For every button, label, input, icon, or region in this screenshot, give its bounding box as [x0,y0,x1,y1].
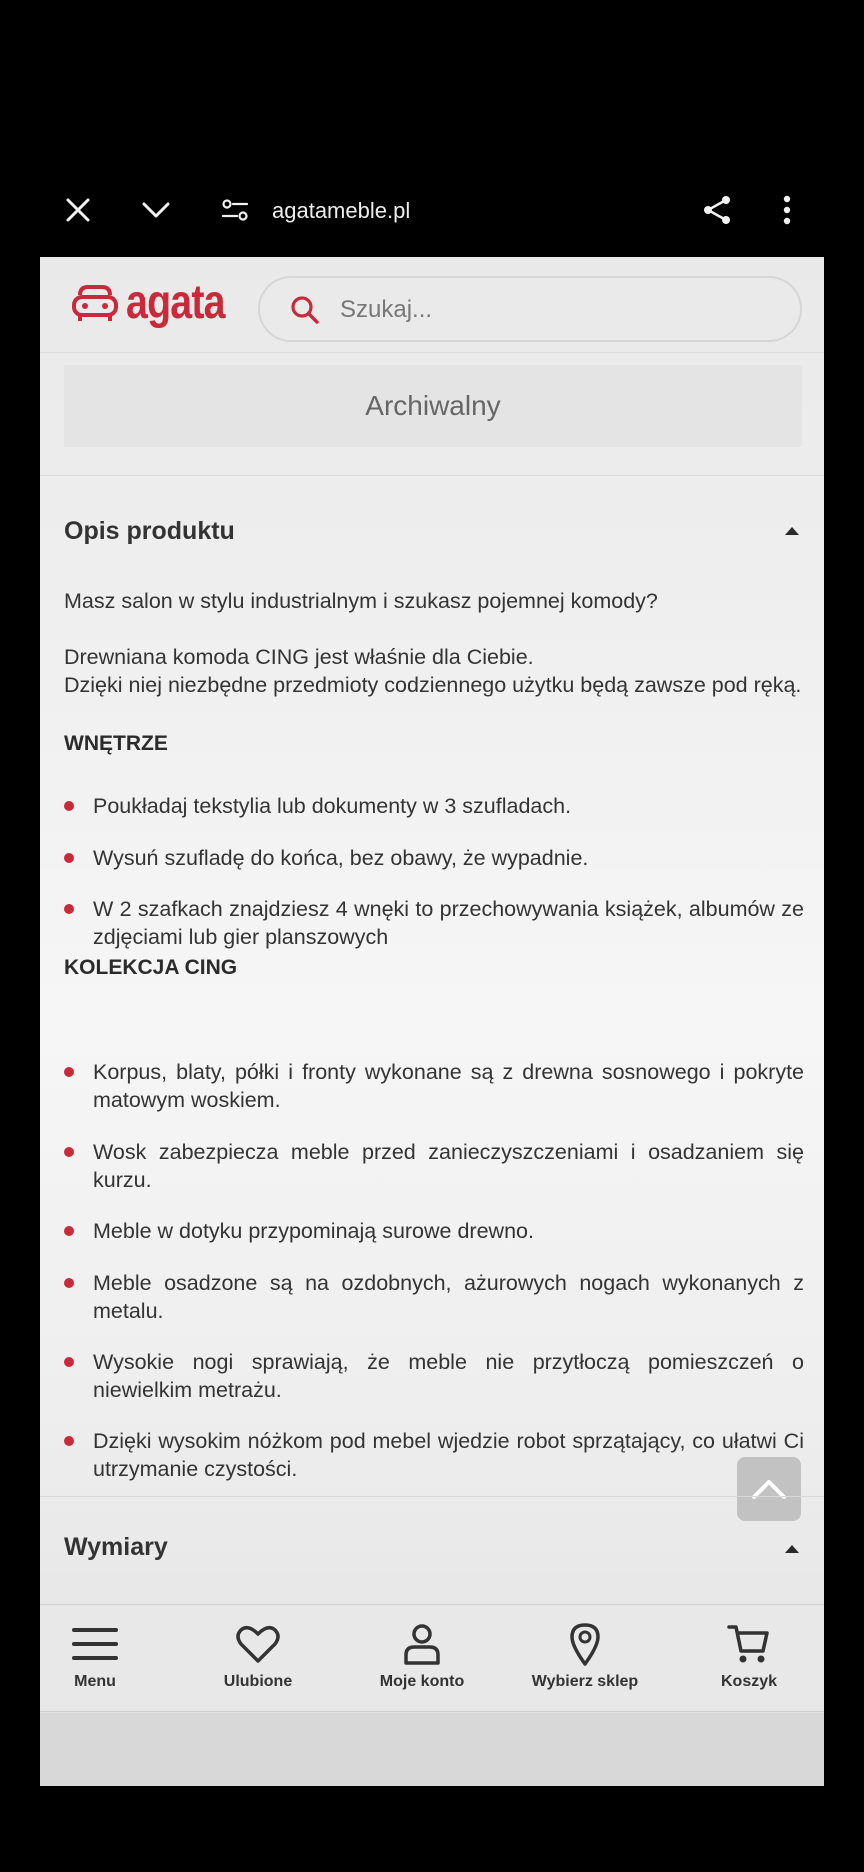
nav-label: Wybierz sklep [531,1673,639,1690]
dimensions-section-title[interactable]: Wymiary [64,1533,168,1561]
search-placeholder: Szukaj... [340,296,433,323]
list-item-text: Meble osadzone są na ozdobnych, ażurowych nogach wykonanych z metalu. [93,1271,804,1323]
collection-heading: KOLEKCJA CING [64,956,238,979]
bottom-navigation [40,1604,824,1712]
share-icon[interactable] [698,190,738,230]
list-item-text: Meble w dotyku przypominają surowe drewno. [93,1219,534,1243]
nav-item-store[interactable] [510,1619,660,1691]
web-page [40,257,824,1786]
bullet-dot [64,1278,74,1288]
bullet-dot [64,1067,74,1077]
description-section-title[interactable]: Opis produktu [64,517,235,545]
list-item-text: Wysokie nogi sprawiają, że meble nie przytłoczą pomieszczeń o niewielkim metrażu. [93,1350,804,1402]
sofa-logo-icon [70,281,120,325]
agata-logo[interactable] [70,276,246,329]
nav-item-menu[interactable] [40,1619,170,1691]
archive-label: Archiwalny [365,390,501,421]
bullet-dot [64,853,74,863]
bullet-dot [64,904,74,914]
interior-heading: WNĘTRZE [64,732,168,755]
close-icon[interactable] [58,190,98,230]
collapse-caret-icon[interactable] [785,1545,799,1553]
nav-label: Moje konto [379,1673,465,1690]
nav-label: Ulubione [223,1673,293,1690]
user-icon [347,1619,497,1669]
location-pin-icon [510,1619,660,1669]
list-item-text: Dzięki wysokim nóżkom pod mebel wjedzie robot sprzątający, co ułatwi Ci utrzymanie czystości. [93,1429,804,1481]
nav-item-account[interactable] [347,1619,497,1691]
description-intro: Masz salon w stylu industrialnym i szukasz pojemnej komody? [64,589,658,613]
divider [40,475,824,476]
browser-toolbar [0,180,864,240]
site-header [40,257,824,353]
bullet-dot [64,1147,74,1157]
search-input[interactable] [258,276,802,342]
site-settings-icon[interactable] [215,190,255,230]
heart-icon [183,1619,333,1669]
cart-icon [674,1619,824,1669]
list-item-text: Wosk zabezpiecza meble przed zanieczyszczeniami i osadzaniem się kurzu. [93,1140,804,1192]
description-line: Drewniana komoda CING jest właśnie dla Ciebie. [64,645,534,669]
bullet-dot [64,801,74,811]
collapse-caret-icon[interactable] [785,527,799,535]
nav-label: Menu [74,1673,116,1690]
list-item-text: Poukładaj tekstylia lub dokumenty w 3 szufladach. [93,794,572,818]
more-vert-icon[interactable] [767,190,807,230]
nav-label: Koszyk [720,1673,778,1690]
list-item-text: Korpus, blaty, półki i fronty wykonane są z drewna sosnowego i pokryte matowym woskiem. [93,1060,804,1112]
menu-icon [40,1619,170,1669]
bullet-dot [64,1436,74,1446]
search-icon[interactable] [290,295,320,330]
list-item-text: Wysuń szufladę do końca, bez obawy, że wypadnie. [93,846,589,870]
logo-text: agata [126,276,225,329]
description-line: Dzięki niej niezbędne przedmioty codziennego użytku będą zawsze pod ręką. [64,673,802,697]
list-item-text: W 2 szafkach znajdziesz 4 wnęki to przechowywania książek, albumów ze zdjęciami lub gier planszowych [93,897,804,949]
scroll-to-top-button[interactable] [737,1457,801,1521]
bullet-dot [64,1226,74,1236]
chevron-down-icon[interactable] [136,190,176,230]
url-text[interactable]: agatameble.pl [272,198,411,223]
bullet-dot [64,1357,74,1367]
divider [40,1496,824,1497]
nav-item-favorites[interactable] [183,1619,333,1691]
archive-status-box [64,365,802,447]
page-bottom-area [40,1713,824,1786]
nav-item-cart[interactable] [674,1619,824,1691]
